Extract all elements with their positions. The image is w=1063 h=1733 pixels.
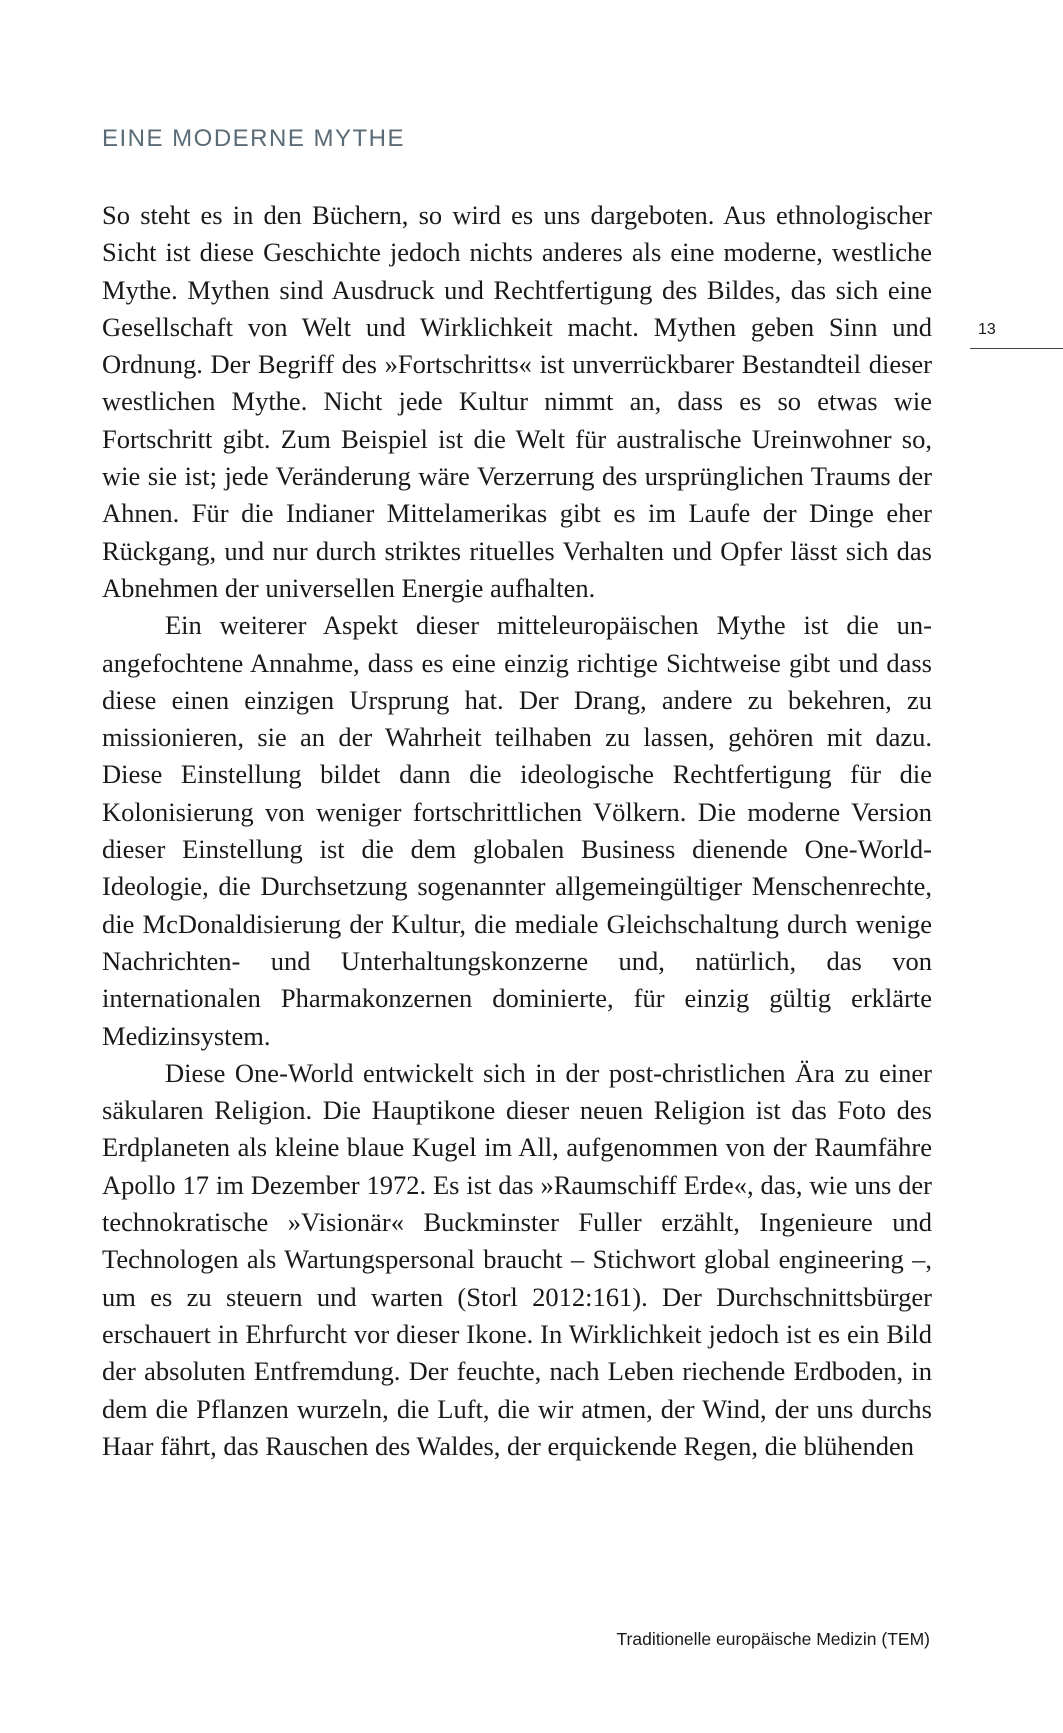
paragraph: Ein weiterer Aspekt dieser mitteleuropäischen Mythe ist die unangefochtene Annahme, dass es eine einzig richtige Sichtweise gibt und dass diese einen einzigen Ursprung hat. Der Drang, andere zu bekehren, zu missionieren, sie an der Wahrheit teilhaben zu lassen, gehören mit dazu. Diese Einstellung bildet dann die ideologische Rechtfertigung für die Kolonisierung von weniger fortschrittlichen Völkern. Die moderne Version dieser Einstellung ist die dem globalen Business dienende One-World-Ideologie, die Durchsetzung sogenannter allgemeingültiger Menschenrechte, die McDonaldisierung der Kultur, die mediale Gleichschaltung durch wenige Nachrichten- und Unterhaltungskonzerne und, natürlich, das von internationalen Pharmakonzernen dominierte, für einzig gültig erklärte Medizinsystem. <box>102 610 932 1051</box>
running-footer: Traditionelle europäische Medizin (TEM) <box>616 1629 930 1649</box>
paragraph: So steht es in den Büchern, so wird es uns dargeboten. Aus ethnologischer Sicht ist diese Geschichte jedoch nichts anderes als eine moderne, westliche Mythe. Mythen sind Ausdruck und Rechtfertigung des Bildes, das sich eine Gesellschaft von Welt und Wirklichkeit macht. Mythen geben Sinn und Ordnung. Der Begriff des »Fortschritts« ist unverrückbarer Bestandteil dieser westlichen Mythe. Nicht jede Kultur nimmt an, dass es so etwas wie Fortschritt gibt. Zum Beispiel ist die Welt für australische Ureinwohner so, wie sie ist; jede Veränderung wäre Verzerrung des ursprünglichen Traums der Ahnen. Für die Indianer Mittelamerikas gibt es im Laufe der Dinge eher Rückgang, und nur durch striktes rituelles Verhalten und Opfer lässt sich das Abnehmen der universellen Energie aufhalten. <box>102 200 932 603</box>
page-number-rule <box>970 348 1063 349</box>
section-heading: EINE MODERNE MYTHE <box>102 125 406 152</box>
paragraph: Diese One-World entwickelt sich in der post-christlichen Ära zu einer säkularen Religion. Die Hauptikone dieser neuen Religion ist das Foto des Erdplaneten als kleine blaue Kugel im All, aufgenommen von der Raumfähre Apollo 17 im Dezember 1972. Es ist das »Raumschiff Erde«, das, wie uns der technokratische »Visionär« Buckminster Fuller erzählt, Ingenieure und Technologen als Wartungspersonal braucht – Stichwort global engineering –, um es zu steuern und warten (Storl 2012:161). Der Durchschnittsbürger erschauert in Ehrfurcht vor dieser Ikone. In Wirklichkeit jedoch ist es ein Bild der absoluten Entfremdung. Der feuchte, nach Leben riechende Erdboden, in dem die Pflanzen wurzeln, die Luft, die wir atmen, der Wind, der uns durchs Haar fährt, das Rauschen des Waldes, der erquickende Regen, die blühenden <box>102 1057 932 1461</box>
page-number: 13 <box>978 321 996 338</box>
body-text <box>102 197 932 1465</box>
